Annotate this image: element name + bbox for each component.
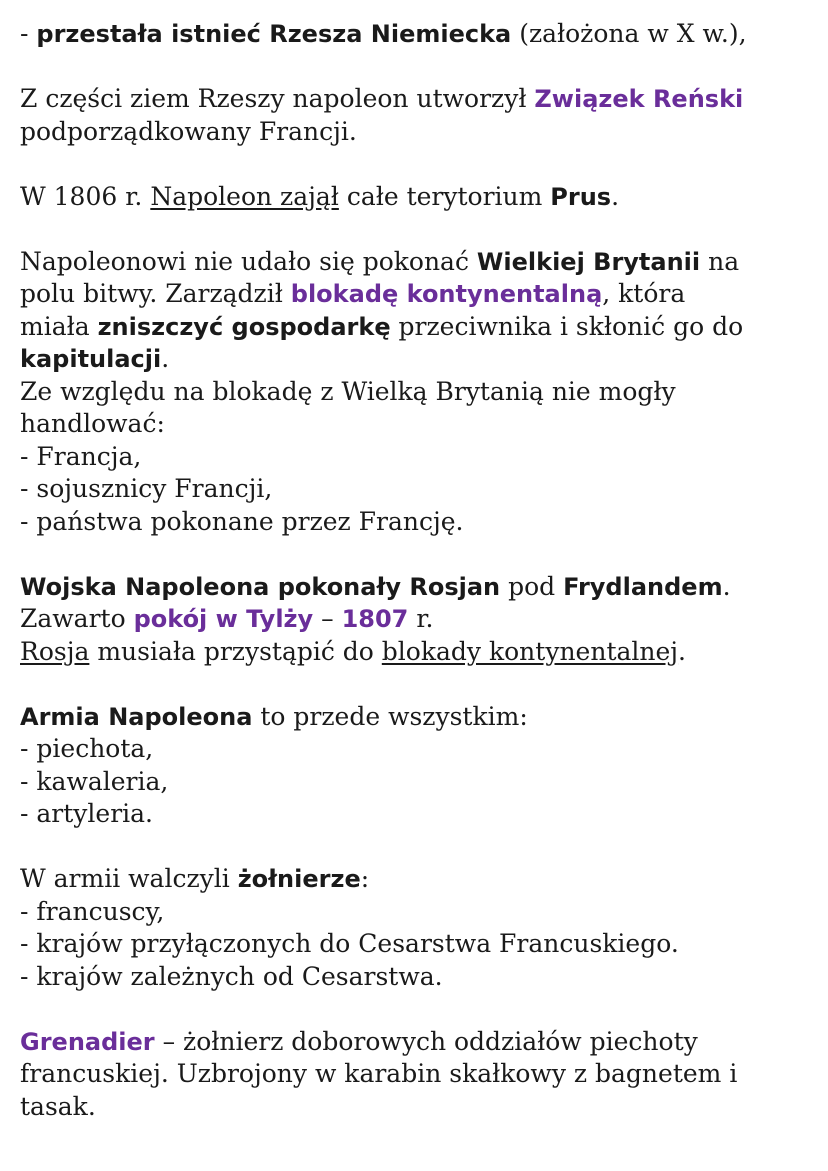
highlight-year: 1807: [341, 605, 409, 633]
text-line: [20, 636, 810, 669]
bold-wielka-brytania: Wielkiej Brytanii: [476, 247, 701, 276]
text: .: [161, 344, 170, 373]
text: Napoleonowi nie udało się pokonać: [20, 246, 477, 276]
text-line: [20, 246, 810, 279]
text-line: [20, 343, 810, 376]
text-line: [20, 311, 810, 344]
text-line: [20, 863, 810, 896]
bold-frydland: Frydlandem: [563, 572, 723, 601]
text: przeciwnika i skłonić go do: [390, 311, 744, 341]
text: – żołnierz doborowych oddziałów piechoty: [154, 1026, 698, 1056]
list-item: - sojusznicy Francji,: [20, 474, 273, 503]
underlined-text: blokady kontynentalnej: [381, 636, 679, 666]
document-page: [20, 18, 810, 1156]
text: –: [313, 604, 342, 633]
bold-armia: Armia Napoleona: [20, 702, 253, 731]
text: miała: [20, 311, 98, 341]
text-line: [20, 83, 810, 116]
bold-zolnierze: żołnierze: [237, 865, 361, 893]
text: musiała przystąpić do: [89, 636, 382, 666]
text: (założona w X w.),: [511, 19, 747, 48]
paragraph-rzesza: [20, 18, 810, 51]
text: Z części ziem Rzeszy napoleon utworzył: [20, 84, 535, 113]
text: to przede wszystkim:: [252, 701, 528, 731]
text: W armii walczyli: [20, 864, 238, 893]
text-line: handlować:: [20, 409, 165, 438]
text-line: podporządkowany Francji.: [20, 116, 357, 146]
text-line: Ze względu na blokadę z Wielką Brytanią nie mogły: [20, 376, 676, 406]
underlined-text: Rosja: [20, 636, 90, 666]
text-line: tasak.: [20, 1091, 96, 1121]
list-item: - francuscy,: [20, 896, 165, 926]
bold-rzesza: przestała istnieć Rzesza Niemiecka: [36, 20, 512, 48]
text-line: [20, 571, 810, 604]
text: pod: [500, 571, 564, 601]
text: całe terytorium: [338, 181, 551, 211]
highlight-zwiazek-renski: Związek Reński: [534, 85, 744, 113]
bold-prus: Prus: [550, 182, 612, 211]
dash: -: [20, 19, 37, 48]
highlight-pokoj-tylza: pokój w Tylży: [133, 605, 314, 633]
list-item: - krajów zależnych od Cesarstwa.: [20, 961, 443, 991]
bold-kapitulacja: kapitulacji: [20, 345, 162, 373]
list-item: - krajów przyłączonych do Cesarstwa Francuskiego.: [20, 929, 679, 958]
list-item: - piechota,: [20, 734, 154, 763]
paragraph-grenadier: [20, 1026, 810, 1124]
bold-wojska: Wojska Napoleona pokonały Rosjan: [20, 572, 501, 601]
text-line: [20, 603, 810, 636]
text-line: [20, 181, 810, 214]
list-item: - państwa pokonane przez Francję.: [20, 506, 464, 536]
list-item: - artyleria.: [20, 799, 154, 828]
text: polu bitwy. Zarządził: [20, 279, 291, 308]
paragraph-blokada: [20, 246, 810, 539]
text-line: [20, 1026, 810, 1059]
text: W 1806 r.: [20, 181, 151, 211]
highlight-blokada: blokadę kontynentalną: [290, 280, 603, 308]
list-item: - Francja,: [20, 441, 142, 471]
text: .: [722, 571, 731, 601]
text: r.: [408, 604, 434, 633]
paragraph-tylza: [20, 571, 810, 669]
underlined-text: Napoleon zajął: [150, 181, 339, 211]
text-line: [20, 701, 810, 734]
paragraph-zwiazek-renski: [20, 83, 810, 148]
text-line: [20, 18, 810, 51]
paragraph-zolnierze: [20, 863, 810, 993]
paragraph-prusy: [20, 181, 810, 214]
highlight-grenadier: Grenadier: [20, 1027, 155, 1056]
text: :: [360, 864, 370, 893]
text-line: [20, 278, 810, 311]
text: Zawarto: [20, 604, 134, 633]
list-item: - kawaleria,: [20, 766, 169, 796]
bold-gospodarka: zniszczyć gospodarkę: [97, 312, 391, 341]
text: na: [700, 246, 740, 276]
text: .: [678, 636, 686, 666]
text: , która: [602, 279, 686, 308]
text-line: francuskiej. Uzbrojony w karabin skałkowy z bagnetem i: [20, 1059, 738, 1088]
text: .: [611, 181, 620, 211]
paragraph-armia: [20, 701, 810, 831]
